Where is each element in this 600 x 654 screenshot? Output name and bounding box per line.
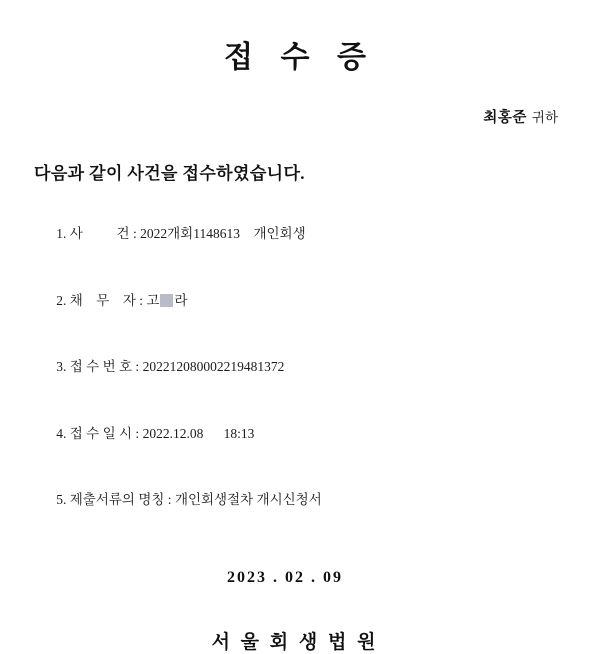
redaction-block xyxy=(160,294,173,307)
item-value: 202212080002219481372 xyxy=(142,359,285,375)
item-value: 2022개회1148613 개인회생 xyxy=(140,226,306,242)
recipient-name: 최홍준 xyxy=(483,110,527,126)
page-title: 접 수 증 xyxy=(224,41,376,74)
list-item xyxy=(36,343,600,392)
issue-date: 2023 . 02 . 09 xyxy=(227,568,343,586)
item-number: 2. xyxy=(56,292,67,308)
item-label: 접 수 번 호 xyxy=(69,359,133,375)
item-value-prefix: 고 xyxy=(146,292,160,308)
list-item xyxy=(36,410,600,459)
list-item xyxy=(36,277,600,326)
item-label: 사 건 xyxy=(69,226,130,242)
item-separator: : xyxy=(129,226,141,242)
list-item xyxy=(36,476,600,525)
items-list xyxy=(0,210,600,525)
item-label: 제출서류의 명칭 xyxy=(69,492,165,508)
item-number: 3. xyxy=(56,359,67,375)
list-item xyxy=(36,210,600,259)
recipient-suffix: 귀하 xyxy=(531,110,558,125)
item-number: 5. xyxy=(56,492,67,508)
court-name: 서 울 회 생 법 원 xyxy=(211,631,379,653)
item-separator: : xyxy=(135,292,147,308)
item-value: 2022.12.08 18:13 xyxy=(142,425,255,441)
item-number: 4. xyxy=(56,425,67,441)
item-separator: : xyxy=(132,425,143,441)
item-separator: : xyxy=(132,359,143,375)
item-number: 1. xyxy=(56,226,67,242)
lead-text: 다음과 같이 사건을 접수하였습니다. xyxy=(34,164,305,183)
item-value: 개인회생절차 개시신청서 xyxy=(174,492,322,508)
recipient-line xyxy=(0,76,600,127)
item-label: 접 수 일 시 xyxy=(69,425,133,441)
item-label: 채 무 자 xyxy=(69,292,136,308)
item-value-suffix: 라 xyxy=(174,292,188,308)
item-separator: : xyxy=(164,492,175,508)
